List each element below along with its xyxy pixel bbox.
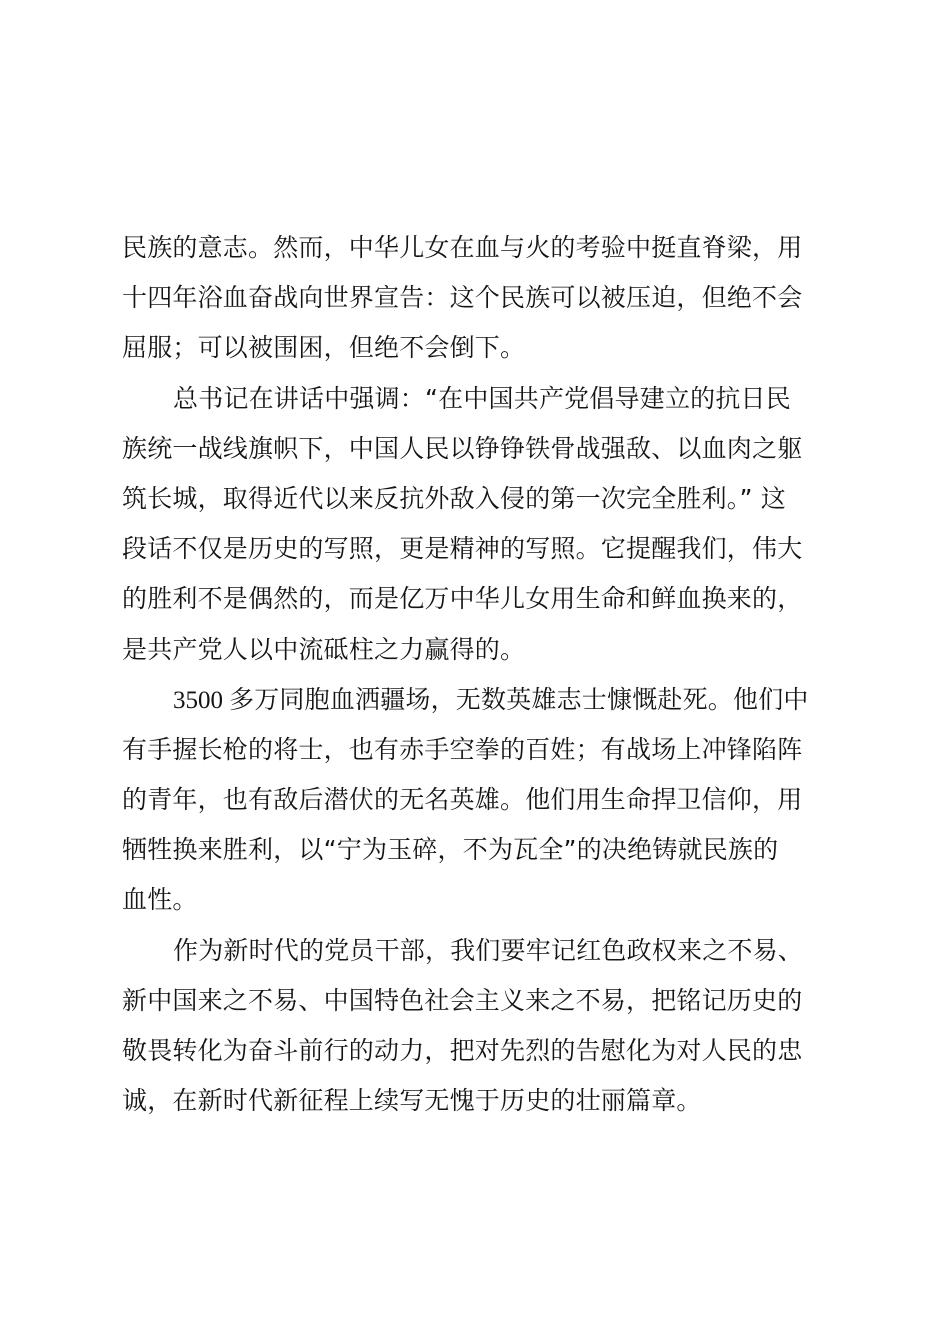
paragraph-4-line-2: 新中国来之不易、中国特色社会主义来之不易，把铭记历史的 — [122, 985, 803, 1015]
paragraph-4-line-3: 敬畏转化为奋斗前行的动力，把对先烈的告慰化为对人民的忠 — [122, 1036, 803, 1065]
paragraph-3-line-3: 的青年，也有敌后潜伏的无名英雄。他们用生命捍卫信仰，用 — [122, 785, 803, 815]
paragraph-2-line-4: 段话不仅是历史的写照，更是精神的写照。它提醒我们，伟大 — [122, 534, 803, 564]
paragraph-1-line-3: 屈服；可以被围困，但绝不会倒下。 — [122, 333, 526, 363]
paragraph-2-line-3: 筑长城，取得近代以来反抗外敌入侵的第一次完全胜利。” 这 — [122, 483, 787, 513]
paragraph-2-line-6: 是共产党人以中流砥柱之力赢得的。 — [122, 634, 526, 664]
paragraph-3-line-1 — [122, 675, 822, 725]
paragraph-2-line-1: 总书记在讲话中强调：“在中国共产党倡导建立的抗日民 — [173, 383, 791, 413]
body-text — [122, 223, 822, 1126]
paragraph-3-line-2: 有手握长枪的将士，也有赤手空拳的百姓；有战场上冲锋陷阵 — [122, 734, 803, 764]
paragraph-3-line-4: 牺牲换来胜利，以“宁为玉碎，不为瓦全”的决绝铸就民族的 — [122, 835, 779, 865]
paragraph-1-line-1: 民族的意志。然而，中华儿女在血与火的考验中挺直脊梁，用 — [122, 233, 803, 262]
paragraph-2-line-2: 族统一战线旗帜下，中国人民以铮铮铁骨战强敌、以血肉之躯 — [122, 433, 803, 463]
paragraph-2-line-5: 的胜利不是偶然的，而是亿万中华儿女用生命和鲜血换来的， — [122, 584, 803, 614]
paragraph-3-line-5: 血性。 — [122, 885, 198, 915]
paragraph-1-line-2: 十四年浴血奋战向世界宣告：这个民族可以被压迫，但绝不会 — [122, 283, 803, 313]
paragraph-4-line-1: 作为新时代的党员干部，我们要牢记红色政权来之不易、 — [173, 935, 804, 965]
paragraph-3-line-1-text: 多万同胞血洒疆场，无数英雄志士慷慨赴死。他们中 — [229, 684, 809, 714]
paragraph-4-line-4: 诚，在新时代新征程上续写无愧于历史的壮丽篇章。 — [122, 1086, 702, 1116]
paragraph-3-number: 3500 — [173, 686, 223, 714]
